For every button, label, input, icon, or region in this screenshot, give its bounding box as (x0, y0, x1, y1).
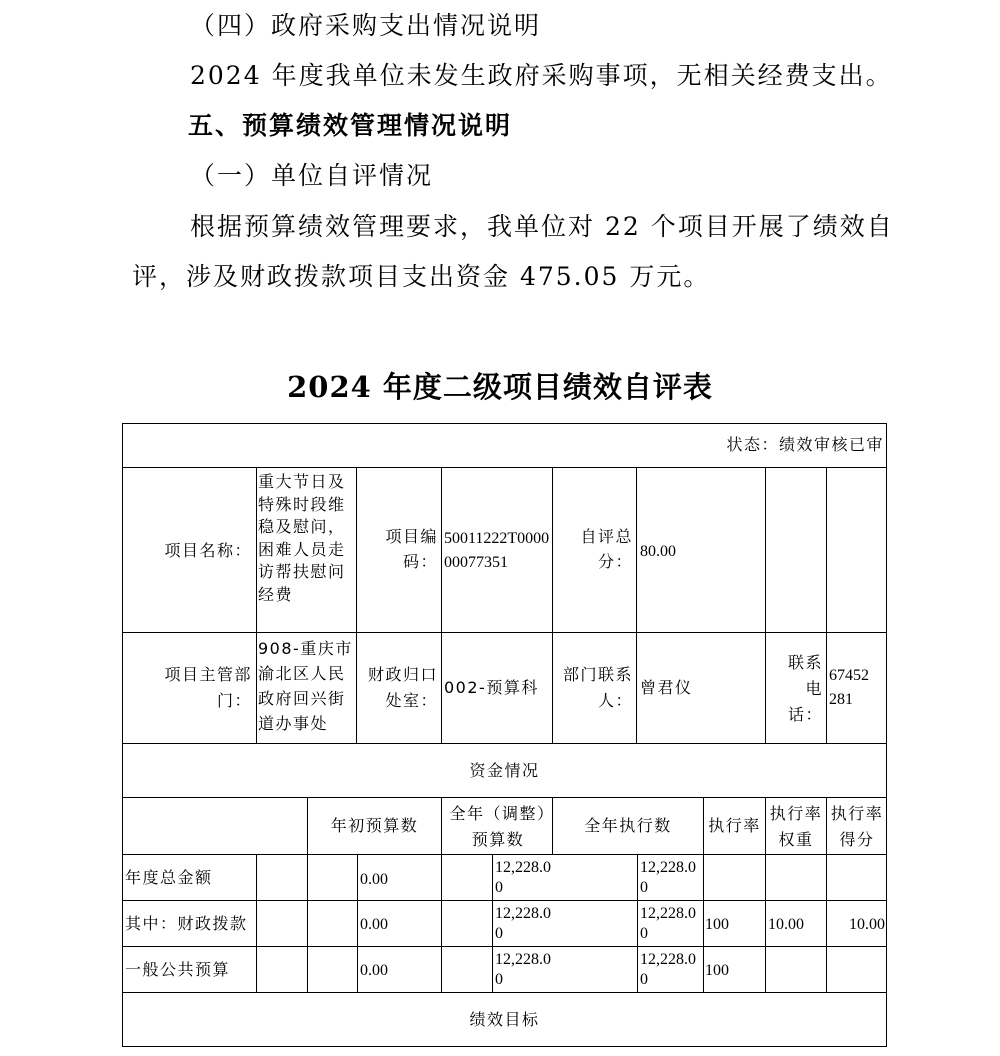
row-label: 年度总金额 (125, 868, 213, 887)
table-title: 2024 年度二级项目绩效自评表 (287, 370, 713, 404)
header-executed: 全年执行数 (584, 816, 672, 835)
phone-value: 67452281 (829, 667, 869, 708)
row-rate: 100 (705, 916, 729, 933)
row-rate: 100 (705, 962, 729, 979)
row-adjusted: 12,228.00 (495, 859, 551, 896)
header-initial-budget: 年初预算数 (330, 816, 419, 835)
row-executed: 12,228.00 (640, 905, 696, 942)
finance-office-value: 002-预算科 (444, 678, 539, 697)
section5-sub1-heading: （一）单位自评情况 (190, 161, 434, 190)
row-initial: 0.00 (360, 871, 388, 888)
header-adjusted-budget: 全年（调整）预算数 (449, 804, 547, 849)
row-adjusted: 12,228.00 (495, 951, 551, 988)
finance-office-label: 财政归口处室： (367, 665, 438, 710)
self-score-label: 自评总分： (580, 527, 633, 571)
dept-value: 908-重庆市渝北区人民政府回兴街道办事处 (258, 639, 353, 733)
section5-sub1-text-line1: 根据预算绩效管理要求，我单位对 22 个项目开展了绩效自 (190, 212, 894, 241)
row-label: 其中：财政拨款 (125, 914, 248, 933)
row-initial: 0.00 (360, 962, 388, 979)
contact-value: 曾君仪 (640, 678, 693, 697)
row-initial: 0.00 (360, 916, 388, 933)
contact-label: 部门联系人： (562, 665, 633, 710)
project-name-label: 项目名称： (164, 541, 252, 560)
dept-label: 项目主管部门： (164, 665, 252, 710)
header-exec-weight: 执行率权重 (769, 804, 823, 849)
section5-sub1-text-line2: 评，涉及财政拨款项目支出资金 475.05 万元。 (132, 262, 711, 291)
row-adjusted: 12,228.00 (495, 905, 551, 942)
project-code-value: 50011222T000000077351 (444, 530, 550, 571)
self-score-value: 80.00 (640, 543, 676, 560)
row-weight: 10.00 (768, 916, 804, 933)
row-label: 一般公共预算 (125, 960, 231, 979)
section4-heading: （四）政府采购支出情况说明 (190, 11, 542, 40)
funds-section-label: 资金情况 (469, 761, 540, 780)
row-score: 10.00 (849, 916, 885, 933)
project-code-label: 项目编码： (385, 527, 438, 571)
status-text: 状态：绩效审核已审 (726, 435, 884, 454)
row-executed: 12,228.00 (640, 951, 696, 988)
targets-section-label: 绩效目标 (469, 1010, 540, 1029)
section4-text: 2024 年度我单位未发生政府采购事项，无相关经费支出。 (190, 61, 893, 90)
project-name-value: 重大节日及特殊时段维稳及慰问，困难人员走访帮扶慰问经费 (258, 472, 346, 604)
row-executed: 12,228.00 (640, 859, 696, 896)
header-exec-rate: 执行率 (708, 816, 761, 835)
header-exec-score: 执行率得分 (830, 804, 884, 849)
section5-heading: 五、预算绩效管理情况说明 (188, 111, 513, 140)
phone-label: 联系电话： (787, 653, 823, 724)
